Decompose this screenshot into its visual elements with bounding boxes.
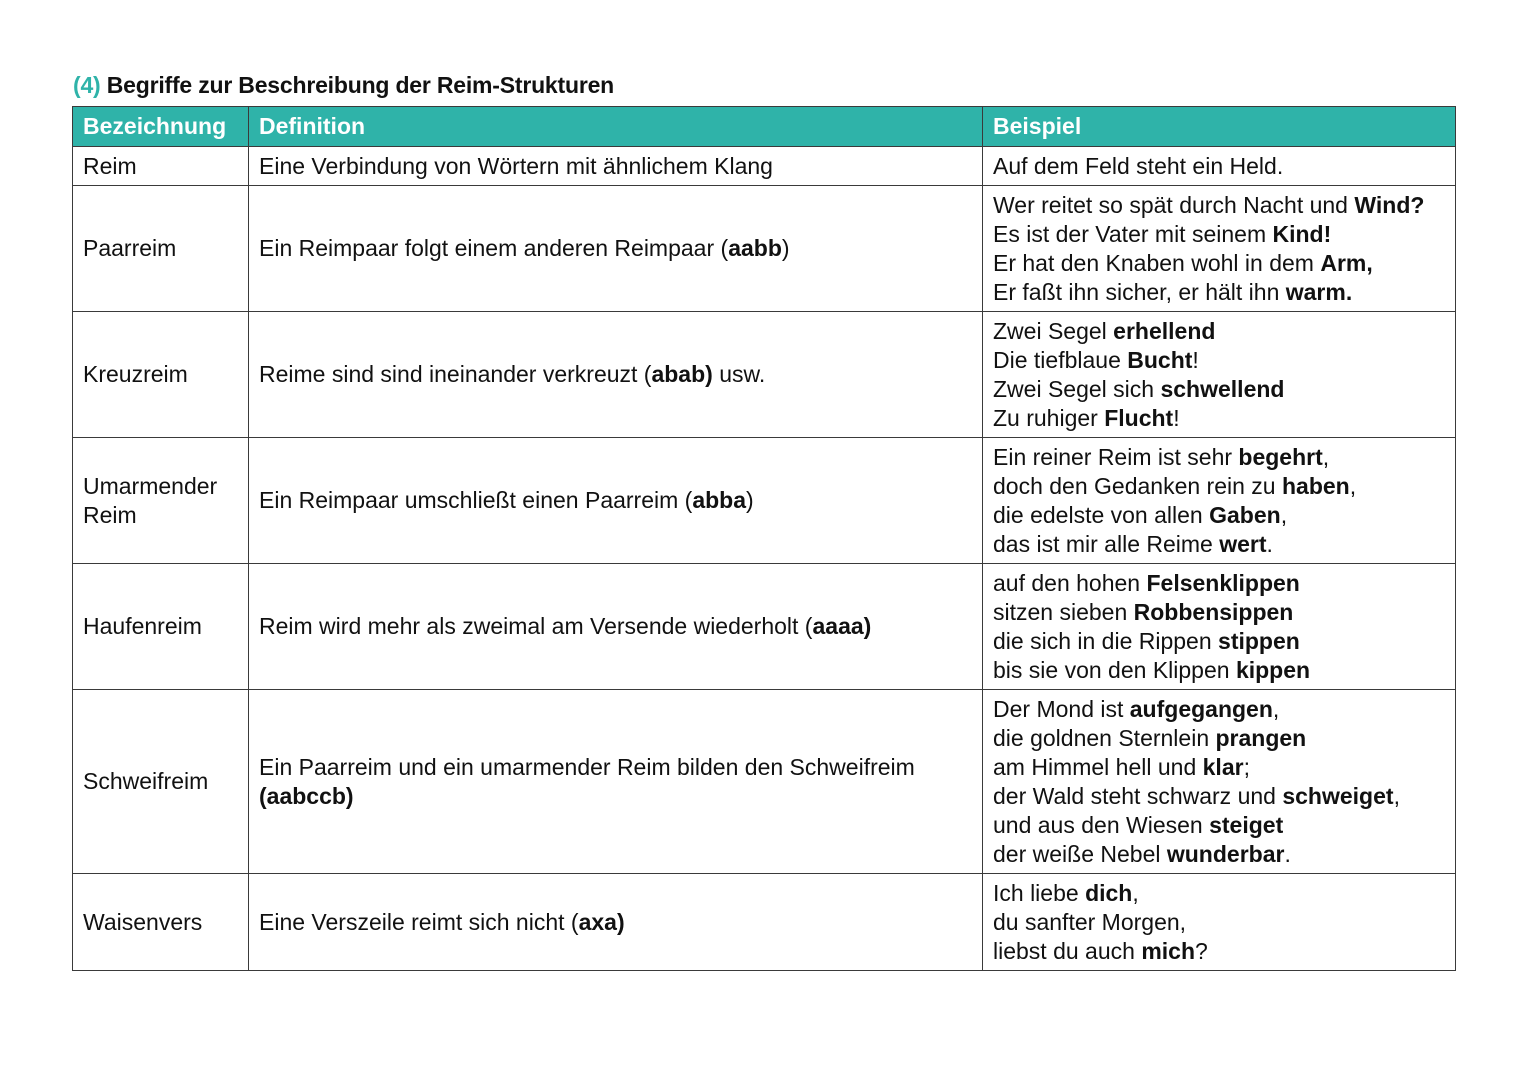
- example-text: Er faßt ihn sicher, er hält ihn: [993, 278, 1286, 305]
- rhyme-word: Bucht: [1127, 346, 1193, 373]
- example-cell: [983, 438, 1456, 564]
- definition-scheme: abab): [651, 361, 713, 387]
- example-text: die edelste von allen: [993, 501, 1210, 528]
- definition-scheme: axa): [578, 908, 625, 935]
- definition-cell: [249, 564, 983, 690]
- definition-text: usw.: [712, 361, 766, 387]
- rhyme-word: Flucht: [1104, 404, 1174, 431]
- example-line: [993, 278, 1445, 307]
- term-cell: Kreuzreim: [73, 312, 249, 438]
- example-line: [993, 249, 1445, 278]
- rhyme-word: warm.: [1285, 278, 1353, 305]
- example-line: [993, 443, 1445, 472]
- definition-text: Ein Reimpaar umschließt einen Paarreim (: [259, 487, 693, 513]
- rhyme-word: Robbensippen: [1133, 598, 1294, 625]
- example-text: ,: [1349, 472, 1357, 499]
- table-row: [73, 147, 1456, 186]
- example-text: ;: [1243, 753, 1250, 780]
- example-line: [993, 598, 1445, 627]
- example-text: die sich in die Rippen: [993, 627, 1219, 654]
- example-text: das ist mir alle Reime: [993, 530, 1220, 557]
- rhyme-word: dich: [1085, 879, 1133, 906]
- example-text: Wer reitet so spät durch Nacht und: [993, 191, 1355, 218]
- example-line: [993, 317, 1445, 346]
- rhyme-word: prangen: [1215, 724, 1307, 751]
- example-line: [993, 530, 1445, 559]
- example-text: ,: [1393, 782, 1400, 809]
- term-cell: Schweifreim: [73, 690, 249, 874]
- example-line: [993, 346, 1445, 375]
- example-text: ,: [1272, 695, 1280, 722]
- example-text: Die tiefblaue: [993, 346, 1128, 373]
- example-text: Der Mond ist: [993, 695, 1130, 722]
- column-header-definition: Definition: [249, 107, 983, 147]
- term-cell: Umarmender Reim: [73, 438, 249, 564]
- rhyme-word: wunderbar: [1166, 840, 1285, 867]
- example-line: [993, 569, 1445, 598]
- rhyme-word: erhellend: [1113, 317, 1216, 344]
- section-heading: [73, 72, 614, 99]
- example-text: der weiße Nebel: [993, 840, 1167, 867]
- example-text: Ich liebe: [993, 879, 1086, 906]
- example-text: .: [1284, 840, 1291, 867]
- rhyme-word: schweiget: [1282, 782, 1394, 809]
- definition-cell: [249, 690, 983, 874]
- example-line: [993, 724, 1445, 753]
- rhyme-word: Wind?: [1354, 191, 1425, 218]
- table-header-row: [73, 107, 1456, 147]
- example-line: [993, 937, 1445, 966]
- example-text: ,: [1280, 501, 1288, 528]
- example-line: [993, 695, 1445, 724]
- definition-text: ): [746, 487, 754, 513]
- example-line: [993, 840, 1445, 869]
- table-row: [73, 186, 1456, 312]
- example-line: [993, 908, 1445, 937]
- definition-text: Reime sind sind ineinander verkreuzt (: [259, 361, 652, 387]
- example-text: liebst du auch: [993, 937, 1142, 964]
- term-cell: Paarreim: [73, 186, 249, 312]
- example-text: Zu ruhiger: [993, 404, 1105, 431]
- table-row: [73, 690, 1456, 874]
- example-cell: [983, 186, 1456, 312]
- definition-text: Ein Paarreim und ein umarmender Reim bilden den Schweifreim: [259, 753, 915, 780]
- example-line: [993, 782, 1445, 811]
- rhyme-word: Gaben: [1209, 501, 1281, 528]
- definition-text: Eine Verszeile reimt sich nicht (: [259, 908, 579, 935]
- definition-scheme: abba: [692, 487, 747, 513]
- definition-text: Ein Reimpaar folgt einem anderen Reimpaar (: [259, 235, 729, 261]
- example-line: [993, 152, 1445, 181]
- example-text: ,: [1322, 443, 1330, 470]
- example-text: am Himmel hell und: [993, 753, 1203, 780]
- rhyme-word: kippen: [1235, 656, 1311, 683]
- example-text: die goldnen Sternlein: [993, 724, 1216, 751]
- example-line: [993, 501, 1445, 530]
- rhyme-word: schwellend: [1160, 375, 1285, 402]
- definition-scheme: aaaa): [812, 613, 872, 639]
- example-text: ?: [1195, 937, 1208, 964]
- example-cell: [983, 147, 1456, 186]
- example-text: Zwei Segel: [993, 317, 1114, 344]
- example-text: du sanfter Morgen,: [993, 908, 1187, 935]
- rhyme-word: mich: [1141, 937, 1196, 964]
- example-line: [993, 627, 1445, 656]
- example-line: [993, 753, 1445, 782]
- definition-text: Eine Verbindung von Wörtern mit ähnlichem Klang: [259, 152, 773, 179]
- example-text: der Wald steht schwarz und: [993, 782, 1283, 809]
- example-line: [993, 375, 1445, 404]
- example-text: bis sie von den Klippen: [993, 656, 1236, 683]
- example-line: [993, 879, 1445, 908]
- table-row: [73, 564, 1456, 690]
- rhyme-word: stippen: [1218, 627, 1300, 654]
- term-cell: Haufenreim: [73, 564, 249, 690]
- definition-cell: [249, 147, 983, 186]
- example-line: [993, 220, 1445, 249]
- example-cell: [983, 874, 1456, 971]
- rhyme-word: haben: [1281, 472, 1350, 499]
- example-text: !: [1192, 346, 1199, 373]
- rhyme-word: Kind!: [1272, 220, 1332, 247]
- definition-text: ): [781, 235, 790, 261]
- rhyme-structure-table: [72, 106, 1456, 971]
- example-text: Zwei Segel sich: [993, 375, 1161, 402]
- definition-scheme: aabb: [728, 235, 782, 261]
- section-title: Begriffe zur Beschreibung der Reim-Strukturen: [106, 72, 615, 98]
- example-cell: [983, 564, 1456, 690]
- definition-scheme: (aabccb): [259, 782, 354, 809]
- definition-cell: [249, 186, 983, 312]
- example-line: [993, 472, 1445, 501]
- definition-cell: [249, 438, 983, 564]
- example-text: auf den hohen: [993, 569, 1147, 596]
- definition-text: Reim wird mehr als zweimal am Versende wiederholt (: [259, 613, 813, 639]
- example-line: [993, 191, 1445, 220]
- example-line: [993, 404, 1445, 433]
- column-header-bezeichnung: Bezeichnung: [73, 107, 249, 147]
- example-text: sitzen sieben: [993, 598, 1134, 625]
- rhyme-word: Arm,: [1320, 249, 1373, 276]
- table-row: [73, 312, 1456, 438]
- definition-cell: [249, 874, 983, 971]
- table-row: [73, 438, 1456, 564]
- example-text: Auf dem Feld steht ein Held.: [993, 152, 1284, 179]
- example-text: Er hat den Knaben wohl in dem: [993, 249, 1321, 276]
- rhyme-word: wert: [1219, 530, 1267, 557]
- rhyme-word: klar: [1202, 753, 1244, 780]
- example-cell: [983, 690, 1456, 874]
- example-line: [993, 811, 1445, 840]
- rhyme-word: Felsenklippen: [1146, 569, 1300, 596]
- definition-cell: [249, 312, 983, 438]
- example-text: !: [1173, 404, 1180, 431]
- example-cell: [983, 312, 1456, 438]
- term-cell: Waisenvers: [73, 874, 249, 971]
- example-text: doch den Gedanken rein zu: [993, 472, 1282, 499]
- section-number: (4): [73, 72, 101, 98]
- example-text: Es ist der Vater mit seinem: [993, 220, 1273, 247]
- example-line: [993, 656, 1445, 685]
- rhyme-word: steiget: [1209, 811, 1284, 838]
- rhyme-word: begehrt: [1238, 443, 1323, 470]
- example-text: ,: [1132, 879, 1139, 906]
- term-cell: Reim: [73, 147, 249, 186]
- example-text: .: [1266, 530, 1273, 557]
- example-text: Ein reiner Reim ist sehr: [993, 443, 1239, 470]
- column-header-beispiel: Beispiel: [983, 107, 1456, 147]
- table-row: [73, 874, 1456, 971]
- example-text: und aus den Wiesen: [993, 811, 1210, 838]
- rhyme-word: aufgegangen: [1129, 695, 1273, 722]
